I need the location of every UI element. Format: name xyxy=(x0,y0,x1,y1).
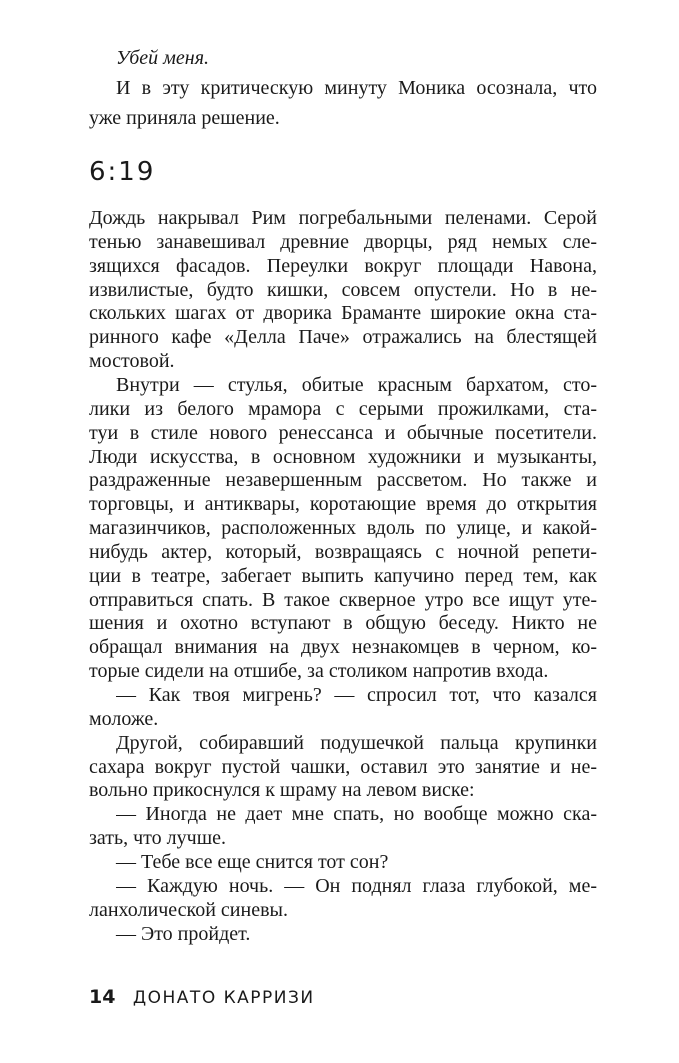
text-line: — Тебе все еще снится тот сон? xyxy=(116,851,389,873)
text-line: Внутри — стулья, обитые красным бархатом, сто- xyxy=(116,374,597,396)
text-line: шения и охотно вступают в общую беседу. Никто не xyxy=(89,612,597,634)
text-line: вольно прикоснулся к шраму на левом виске: xyxy=(89,779,475,801)
text-line: ции в театре, забегает выпить капучино перед тем, как xyxy=(89,565,597,587)
text-line: — Как твоя мигрень? — спросил тот, что казался xyxy=(116,684,597,706)
text-line: торговцы, и антиквары, коротающие время до открытия xyxy=(89,493,597,515)
text-line: магазинчиков, расположенных вдоль по улице, и какой- xyxy=(89,517,597,539)
text-line: И в эту критическую минуту Моника осознала, что xyxy=(116,77,597,99)
text-line: Люди искусства, в основном художники и музыканты, xyxy=(89,446,597,468)
text-line: лики из белого мрамора с серыми прожилками, ста- xyxy=(89,398,597,420)
text-line: извилистые, будто кишки, совсем опустели. Но в не- xyxy=(89,279,597,301)
page-footer xyxy=(89,986,315,1009)
text-line: ринного кафе «Делла Паче» отражались на блестящей xyxy=(89,326,597,348)
text-line: уже приняла решение. xyxy=(89,107,280,129)
italic-quote-line: Убей меня. xyxy=(116,47,209,69)
text-line: нибудь актер, который, возвращаясь с ночной репети- xyxy=(89,541,597,563)
text-line: — Иногда не дает мне спать, но вообще можно ска- xyxy=(116,803,597,825)
text-line: зать, что лучше. xyxy=(89,827,226,849)
text-line: тенью занавешивал древние дворцы, ряд немых сле- xyxy=(89,231,597,253)
text-line: торые сидели на отшибе, за столиком напротив входа. xyxy=(89,660,549,682)
text-line: скольких шагах от дворика Браманте широкие окна ста- xyxy=(89,302,597,324)
text-line: — Это пройдет. xyxy=(116,923,251,945)
section-heading: 6:19 xyxy=(89,157,156,187)
text-line: обращал внимания на двух незнакомцев в черном, ко- xyxy=(89,636,597,658)
text-line: — Каждую ночь. — Он поднял глаза глубокой, ме- xyxy=(116,875,597,897)
text-line: Дождь накрывал Рим погребальными пеленами. Серой xyxy=(89,207,597,229)
running-header-author: ДОНАТО КАРРИЗИ xyxy=(132,988,315,1008)
page-number: 14 xyxy=(89,986,116,1008)
text-line: моложе. xyxy=(89,708,159,730)
text-line: туи в стиле нового ренессанса и обычные посетители. xyxy=(89,422,597,444)
text-line: раздраженные незавершенным рассветом. Но также и xyxy=(89,469,597,491)
text-line: Другой, собиравший подушечкой пальца крупинки xyxy=(116,732,597,754)
text-line: сахара вокруг пустой чашки, оставил это занятие и не- xyxy=(89,756,597,778)
text-line: мостовой. xyxy=(89,350,175,372)
text-line: ланхолической синевы. xyxy=(89,899,288,921)
text-line: зящихся фасадов. Переулки вокруг площади Навона, xyxy=(89,255,597,277)
text-line: отправиться спать. В такое скверное утро все ищут уте- xyxy=(89,589,597,611)
